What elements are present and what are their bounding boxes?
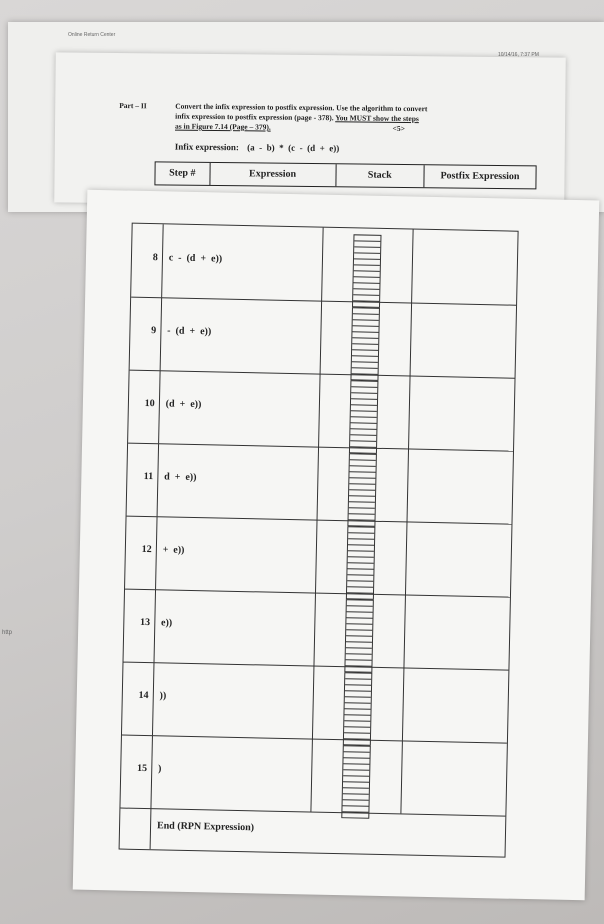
expression-cell <box>151 735 312 811</box>
step-cell <box>120 735 152 809</box>
postfix-cell <box>403 667 509 742</box>
expression-text: e)) <box>160 617 173 629</box>
col-step: Step # <box>155 162 210 185</box>
expression-cell <box>160 297 321 373</box>
table-row <box>122 662 508 744</box>
expression-cell <box>153 662 314 738</box>
instruction-sheet <box>54 52 566 207</box>
step-number: 8 <box>152 252 158 264</box>
footer-cell <box>151 808 506 856</box>
stack-cell <box>311 739 403 814</box>
margin-text: http <box>2 630 13 636</box>
table-header <box>154 161 536 189</box>
step-cell <box>125 516 157 590</box>
stack-diagram <box>342 672 372 746</box>
postfix-cell <box>401 740 507 815</box>
table-row <box>130 297 516 379</box>
table-row <box>131 224 517 306</box>
expression-text: - (d + e)) <box>167 325 212 338</box>
postfix-cell <box>406 521 512 596</box>
stack-cell <box>317 447 409 522</box>
stack-cell <box>314 593 406 668</box>
expression-cell <box>162 224 323 300</box>
expression-cell <box>156 516 317 592</box>
table-row <box>127 443 513 525</box>
table-row <box>128 370 514 452</box>
step-cell <box>130 297 162 371</box>
step-number: 10 <box>144 397 155 410</box>
step-number: 9 <box>151 325 157 337</box>
instruction-line-1: Convert the infix expression to postfix expression. Use the algorithm to convert <box>175 101 428 114</box>
expression-text: )) <box>159 690 167 702</box>
stack-diagram <box>341 745 371 819</box>
stack-diagram <box>351 234 381 308</box>
stack-diagram <box>350 307 380 381</box>
stack-cell <box>322 228 414 303</box>
col-postfix: Postfix Expression <box>440 170 520 183</box>
step-number: 13 <box>139 616 151 629</box>
postfix-cell <box>412 230 518 305</box>
stack-diagram <box>345 526 375 600</box>
col-expression: Expression <box>210 163 336 186</box>
footer-row <box>120 808 506 857</box>
stack-cell <box>316 520 408 595</box>
instruction-line-3: as in Figure 7.14 (Page – 379). <5> <box>174 121 405 133</box>
postfix-cell <box>409 376 515 451</box>
step-cell <box>122 662 154 736</box>
step-cell <box>128 370 160 444</box>
stack-diagram <box>348 380 378 454</box>
table-row <box>123 589 509 671</box>
infix-expression: Infix expression: (a - b) * (c - (d + e)) <box>174 141 340 154</box>
part-label: Part – II <box>119 101 147 111</box>
postfix-cell <box>404 594 510 669</box>
table-row <box>125 516 511 598</box>
stack-diagram <box>347 453 377 527</box>
postfix-cell <box>410 303 516 378</box>
instruction-line-2: infix expression to postfix expression (page - 378). You MUST show the steps <box>175 111 419 124</box>
expression-cell <box>159 370 320 446</box>
step-cell <box>127 443 159 517</box>
end-rpn-label: End (RPN Expression) <box>156 820 255 834</box>
step-number: 12 <box>141 543 152 556</box>
expression-text: c - (d + e)) <box>168 252 223 265</box>
step-cell <box>131 224 163 298</box>
expression-cell <box>157 443 318 519</box>
step-number: 15 <box>136 762 148 775</box>
table-row <box>120 735 506 817</box>
step-cell <box>124 589 156 663</box>
stack-cell <box>320 301 412 376</box>
col-stack: Stack <box>336 164 425 187</box>
site-name: Online Return Center <box>68 32 116 38</box>
expression-text: ) <box>157 763 162 775</box>
footer-step-cell <box>120 808 152 850</box>
stack-cell <box>312 666 404 741</box>
instructions <box>175 102 545 136</box>
steps-table <box>119 223 519 858</box>
postfix-cell <box>407 449 513 524</box>
step-number: 11 <box>143 470 154 483</box>
expression-text: (d + e)) <box>165 398 202 411</box>
expression-cell <box>154 589 315 665</box>
step-number: 14 <box>138 689 149 702</box>
steps-sheet <box>73 190 600 901</box>
expression-text: d + e)) <box>164 471 197 484</box>
timestamp: 10/14/16, 7:37 PM <box>498 52 539 58</box>
expression-text: + e)) <box>162 544 185 556</box>
stack-cell <box>319 374 411 449</box>
stack-diagram <box>344 599 374 673</box>
